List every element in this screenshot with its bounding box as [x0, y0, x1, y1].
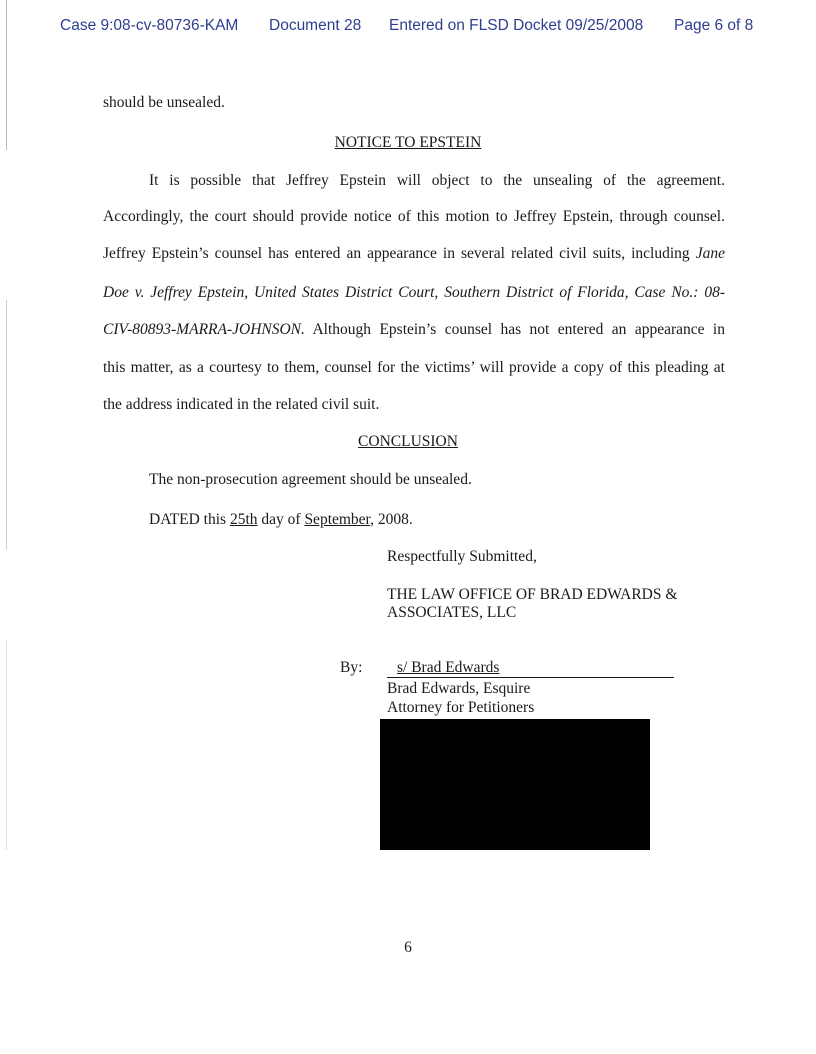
intro-line: should be unsealed. — [103, 94, 225, 111]
scan-edge-line — [6, 640, 7, 850]
conclusion-statement: The non-prosecution agreement should be unsealed. — [149, 471, 472, 488]
notice-heading: NOTICE TO EPSTEIN — [334, 134, 482, 151]
dated-prefix: DATED this — [149, 511, 227, 528]
attorney-role: Attorney for Petitioners — [387, 699, 535, 716]
case-citation: Jane — [695, 245, 725, 262]
page-indicator: Page 6 of 8 — [674, 17, 754, 34]
redaction-block — [380, 719, 650, 850]
paragraph-line: It is possible that Jeffrey Epstein will object to the unsealing of the agreement. — [149, 172, 725, 189]
line-text: Although Epstein’s counsel has not entered an appearance in — [312, 321, 725, 338]
docket-entry-date: Entered on FLSD Docket 09/25/2008 — [389, 17, 644, 34]
firm-name-line1: THE LAW OFFICE OF BRAD EDWARDS & — [387, 586, 678, 603]
dated-line — [149, 511, 413, 529]
paragraph-line: this matter, as a courtesy to them, counsel for the victims’ will provide a copy of this pleading at — [103, 359, 725, 376]
firm-name-line2: ASSOCIATES, LLC — [387, 604, 517, 621]
signature-line — [387, 677, 674, 678]
closing: Respectfully Submitted, — [387, 548, 537, 565]
paragraph-line — [103, 321, 725, 339]
attorney-name: Brad Edwards, Esquire — [387, 680, 531, 697]
case-citation: Doe v. Jeffrey Epstein, United States District Court, Southern District of Florida, Case No.: 08- — [103, 284, 725, 301]
line-text: Jeffrey Epstein’s counsel has entered an appearance in several related civil suits, including — [103, 245, 690, 262]
paragraph-line: Accordingly, the court should provide notice of this motion to Jeffrey Epstein, through counsel. — [103, 208, 725, 225]
page-number: 6 — [404, 939, 412, 956]
scan-edge-line — [6, 0, 7, 150]
dated-day: 25th — [229, 511, 258, 528]
by-label: By: — [340, 659, 363, 676]
dated-middle: day of — [261, 511, 301, 528]
case-number: Case 9:08-cv-80736-KAM — [60, 17, 239, 34]
scan-edge-line — [6, 300, 7, 550]
signed-name: s/ Brad Edwards — [397, 659, 500, 676]
conclusion-heading: CONCLUSION — [358, 433, 458, 450]
dated-month: September — [304, 511, 371, 528]
document-number: Document 28 — [269, 17, 362, 34]
paragraph-line — [103, 245, 725, 263]
dated-year: , 2008. — [370, 511, 413, 528]
paragraph-line: the address indicated in the related civil suit. — [103, 396, 380, 413]
case-citation: CIV-80893-MARRA-JOHNSON. — [103, 321, 305, 338]
